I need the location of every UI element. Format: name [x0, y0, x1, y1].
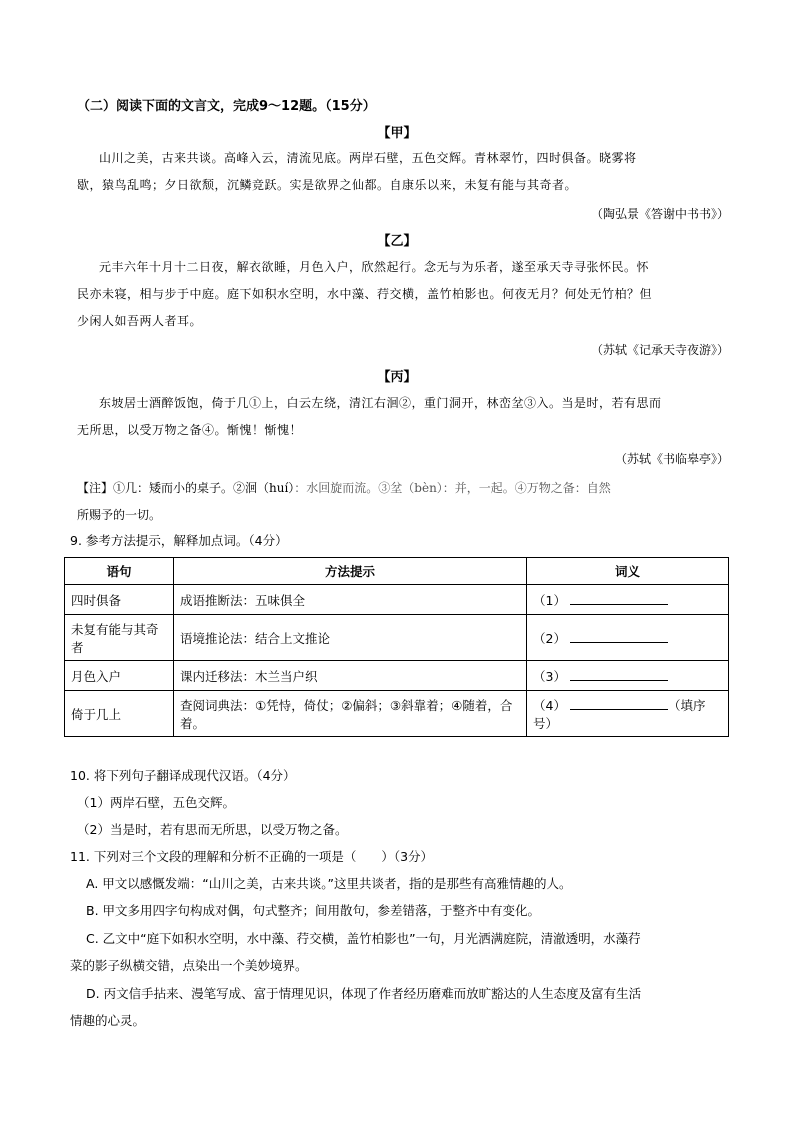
question-10-prompt: 10. 将下列句子翻译成现代汉语。（4分）: [70, 768, 296, 783]
passage-line: 无所思，以受万物之备④。惭愧！惭愧！: [77, 423, 303, 437]
table-row: [65, 661, 729, 691]
option-d-cont: 情趣的心灵。: [70, 1013, 146, 1028]
note-part: 【注】①几：矮而小的桌子。②洄（huí）: [77, 481, 295, 495]
option-c-cont: 菜的影子纵横交错，点染出一个美妙境界。: [70, 958, 308, 973]
answer-cell: [527, 615, 729, 661]
answer-blank[interactable]: [570, 697, 668, 710]
option-d: D. 丙文信手拈来、漫笔写成、富于情理见识，体现了作者经历磨难而放旷豁达的人生态度及富有生活: [86, 986, 642, 1001]
phrase-cell: 四时俱备: [65, 585, 174, 615]
column-header: 语句: [65, 558, 174, 585]
answer-number: （3）: [533, 668, 566, 684]
passage-line: 少闲人如吾两人者耳。: [77, 314, 203, 328]
answer-cell: [527, 585, 729, 615]
method-cell: 查阅词典法：①凭恃，倚仗；②偏斜；③斜靠着；④随着，合着。: [174, 691, 527, 737]
passage-yi-text-cont: [77, 281, 652, 335]
passage-jia-text: [99, 145, 637, 172]
passage-bing-text: [99, 390, 662, 417]
phrase-cell: 月色入户: [65, 661, 174, 691]
answer-blank[interactable]: [570, 668, 668, 681]
method-cell: 课内迁移法：木兰当户织: [174, 661, 527, 691]
table-row: [65, 691, 729, 737]
column-header: 方法提示: [174, 558, 527, 585]
passage-yi-text: [99, 254, 649, 281]
passage-jia-text-cont: [77, 172, 577, 199]
section-heading: （二）阅读下面的文言文，完成9～12题。（15分）: [77, 99, 376, 114]
question-11-prompt: 11. 下列对三个文段的理解和分析不正确的一项是（ ）（3分）: [70, 849, 434, 864]
table-row: [65, 585, 729, 615]
question-10-item: （2）当是时，若有思而无所思，以受万物之备。: [77, 822, 348, 837]
answer-blank[interactable]: [570, 630, 668, 643]
passage-line: 元丰六年十月十二日夜，解衣欲睡，月色入户，欣然起行。念无与为乐者，遂至承天寺寻张怀民。怀: [99, 260, 650, 274]
method-table: [64, 557, 729, 737]
passage-line: 山川之美，古来共谈。高峰入云，清流见底。两岸石壁，五色交辉。青林翠竹，四时俱备。晓雾将: [99, 151, 637, 165]
question-9-prompt: 9. 参考方法提示，解释加点词。（4分）: [70, 533, 288, 548]
option-b: B. 甲文多用四字句构成对偶，句式整齐；间用散句，参差错落，于整齐中有变化。: [86, 903, 541, 918]
passage-bing-label: 【丙】: [377, 370, 417, 385]
passage-line: 歇，猿鸟乱鸣；夕日欲颓，沉鳞竞跃。实是欲界之仙都。自康乐以来，未复有能与其奇者。: [77, 178, 578, 192]
passage-line: 东坡居士酒醉饭饱，倚于几①上，白云左绕，清江右洄②，重门洞开，林峦坌③入。当是时，若有思而: [99, 396, 662, 410]
annotation-notes: [77, 475, 727, 529]
option-a: A. 甲文以感慨发端：“山川之美，古来共谈。”这里共谈者，指的是那些有高雅情趣的人。: [86, 876, 572, 891]
answer-number: （4）: [533, 697, 566, 713]
table-row: [65, 615, 729, 661]
table-header-row: [65, 558, 729, 585]
method-cell: 语境推论法：结合上文推论: [174, 615, 527, 661]
question-10-item: （1）两岸石壁，五色交辉。: [77, 795, 235, 810]
note-part: 所赐予的一切。: [77, 508, 162, 522]
answer-cell: [527, 691, 729, 737]
method-cell: 成语推断法：五味俱全: [174, 585, 527, 615]
passage-jia-label: 【甲】: [377, 126, 417, 141]
answer-blank[interactable]: [570, 592, 668, 605]
phrase-cell: 倚于几上: [65, 691, 174, 737]
option-c: C. 乙文中“庭下如积水空明，水中藻、荇交横，盖竹柏影也”一句，月光洒满庭院，清澈透明，水藻荇: [86, 931, 641, 946]
answer-number: （1）: [533, 592, 566, 608]
passage-bing-source: （苏轼《书临皋亭》）: [614, 452, 729, 466]
phrase-cell: 未复有能与其奇者: [65, 615, 174, 661]
column-header: 词义: [527, 558, 729, 585]
passage-yi-label: 【乙】: [377, 234, 417, 249]
passage-bing-text-cont: [77, 417, 302, 444]
answer-number: （2）: [533, 630, 566, 646]
answer-hint: （填序号）: [533, 697, 706, 731]
note-part: ：水回旋而流。③坌（bèn）：并，一起。④万物之备：自然: [294, 481, 611, 495]
passage-line: 民亦未寝，相与步于中庭。庭下如积水空明，水中藻、荇交横，盖竹柏影也。何夜无月？何处无竹柏？但: [77, 287, 653, 301]
passage-jia-source: （陶弘景《答谢中书书》）: [590, 207, 729, 221]
answer-cell: [527, 661, 729, 691]
passage-yi-source: （苏轼《记承天寺夜游》）: [590, 343, 729, 357]
